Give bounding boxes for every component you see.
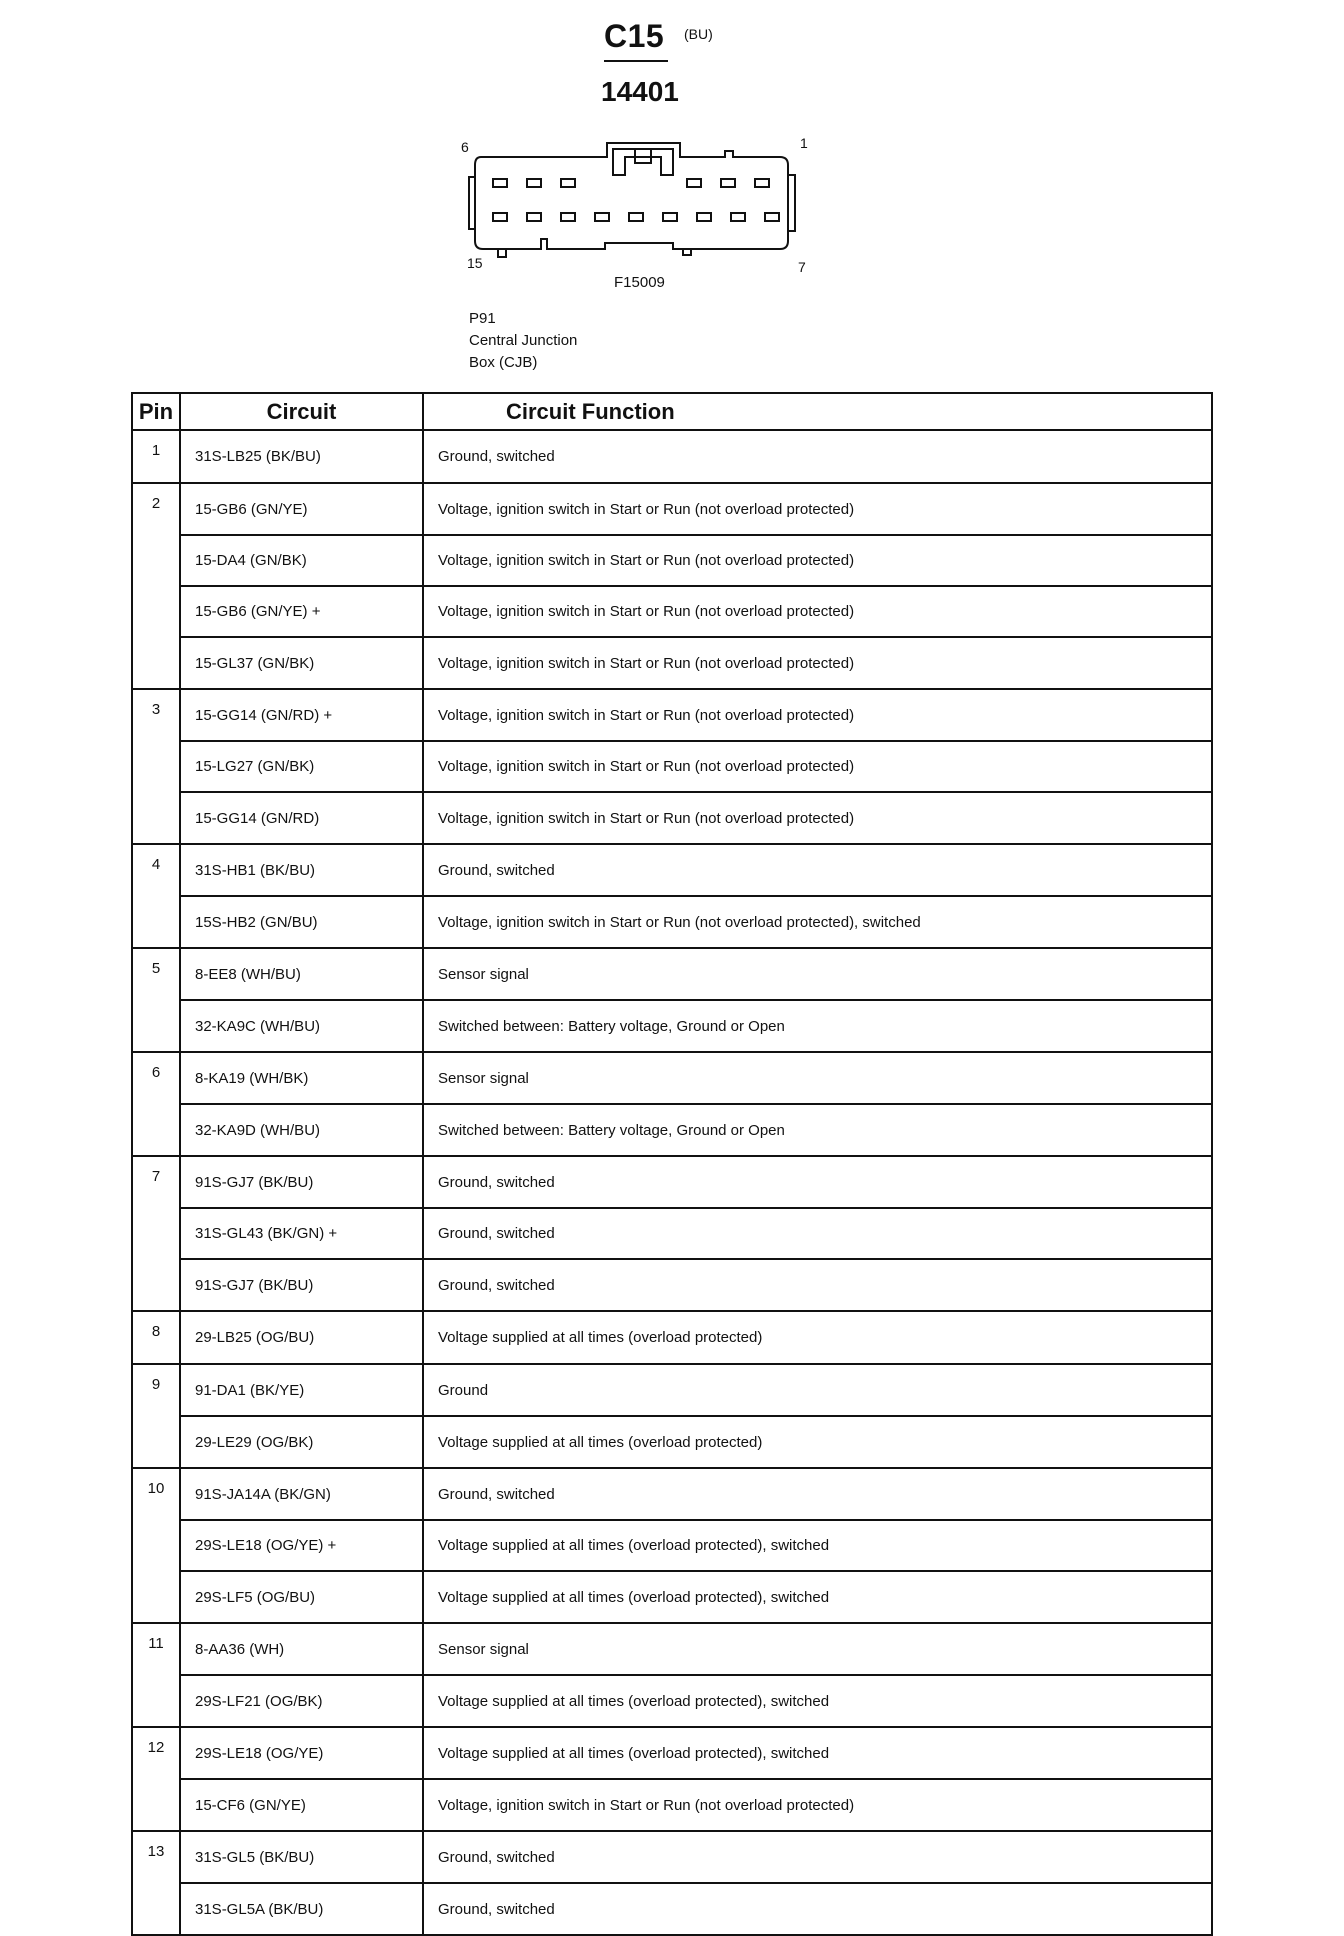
pin-number bbox=[132, 637, 180, 689]
circuit-cell: 15-GG14 (GN/RD) + bbox=[180, 689, 423, 741]
location-block bbox=[469, 308, 577, 374]
circuit-cell: 15-GG14 (GN/RD) bbox=[180, 792, 423, 844]
table-row bbox=[132, 1779, 1212, 1831]
pin-number: 3 bbox=[132, 689, 180, 741]
circuit-function-cell: Voltage supplied at all times (overload protected), switched bbox=[423, 1727, 1212, 1779]
circuit-function-cell: Ground bbox=[423, 1364, 1212, 1416]
table-row bbox=[132, 1311, 1212, 1364]
circuit-cell: 91-DA1 (BK/YE) bbox=[180, 1364, 423, 1416]
circuit-cell: 31S-GL5A (BK/BU) bbox=[180, 1883, 423, 1935]
pin-number: 1 bbox=[132, 430, 180, 483]
circuit-cell: 29S-LF5 (OG/BU) bbox=[180, 1571, 423, 1623]
pin-number bbox=[132, 1883, 180, 1935]
connector-title bbox=[604, 18, 713, 55]
pin-number bbox=[132, 1208, 180, 1259]
circuit-function-cell: Voltage, ignition switch in Start or Run (not overload protected) bbox=[423, 535, 1212, 586]
circuit-cell: 29S-LE18 (OG/YE) + bbox=[180, 1520, 423, 1571]
pin-label-bottom-left: 15 bbox=[467, 255, 483, 271]
table-row bbox=[132, 1675, 1212, 1727]
table-row bbox=[132, 1623, 1212, 1675]
circuit-cell: 29S-LF21 (OG/BK) bbox=[180, 1675, 423, 1727]
table-row bbox=[132, 483, 1212, 535]
pin-number bbox=[132, 1571, 180, 1623]
table-row bbox=[132, 1364, 1212, 1416]
circuit-cell: 32-KA9C (WH/BU) bbox=[180, 1000, 423, 1052]
circuit-function-cell: Voltage, ignition switch in Start or Run (not overload protected), switched bbox=[423, 896, 1212, 948]
table-row bbox=[132, 896, 1212, 948]
table-row bbox=[132, 535, 1212, 586]
circuit-cell: 31S-LB25 (BK/BU) bbox=[180, 430, 423, 483]
circuit-cell: 32-KA9D (WH/BU) bbox=[180, 1104, 423, 1156]
circuit-function-cell: Voltage supplied at all times (overload protected), switched bbox=[423, 1571, 1212, 1623]
pin-number bbox=[132, 586, 180, 637]
connector-diagram bbox=[455, 135, 835, 285]
circuit-function-cell: Ground, switched bbox=[423, 1208, 1212, 1259]
table-row bbox=[132, 1104, 1212, 1156]
pin-number bbox=[132, 1259, 180, 1311]
circuit-cell: 31S-HB1 (BK/BU) bbox=[180, 844, 423, 896]
pin-number: 8 bbox=[132, 1311, 180, 1364]
table-row bbox=[132, 741, 1212, 792]
circuit-function-cell: Sensor signal bbox=[423, 1623, 1212, 1675]
circuit-cell: 15-GL37 (GN/BK) bbox=[180, 637, 423, 689]
circuit-cell: 91S-GJ7 (BK/BU) bbox=[180, 1156, 423, 1208]
circuit-function-cell: Ground, switched bbox=[423, 1259, 1212, 1311]
circuit-cell: 8-AA36 (WH) bbox=[180, 1623, 423, 1675]
circuit-function-cell: Sensor signal bbox=[423, 1052, 1212, 1104]
pin-number: 12 bbox=[132, 1727, 180, 1779]
circuit-cell: 29-LB25 (OG/BU) bbox=[180, 1311, 423, 1364]
circuit-function-cell: Ground, switched bbox=[423, 844, 1212, 896]
table-row bbox=[132, 637, 1212, 689]
table-row bbox=[132, 1259, 1212, 1311]
circuit-cell: 15-DA4 (GN/BK) bbox=[180, 535, 423, 586]
table-row bbox=[132, 1831, 1212, 1883]
pin-number: 5 bbox=[132, 948, 180, 1000]
table-row bbox=[132, 1571, 1212, 1623]
pin-number bbox=[132, 535, 180, 586]
circuit-function-cell: Sensor signal bbox=[423, 948, 1212, 1000]
pin-number: 10 bbox=[132, 1468, 180, 1520]
pin-number bbox=[132, 1104, 180, 1156]
circuit-cell: 31S-GL5 (BK/BU) bbox=[180, 1831, 423, 1883]
pin-number: 6 bbox=[132, 1052, 180, 1104]
circuit-function-cell: Ground, switched bbox=[423, 1156, 1212, 1208]
pin-number: 7 bbox=[132, 1156, 180, 1208]
circuit-cell: 8-EE8 (WH/BU) bbox=[180, 948, 423, 1000]
circuit-cell: 91S-GJ7 (BK/BU) bbox=[180, 1259, 423, 1311]
pin-number: 9 bbox=[132, 1364, 180, 1416]
pin-number: 4 bbox=[132, 844, 180, 896]
table-row bbox=[132, 1156, 1212, 1208]
circuit-function-cell: Ground, switched bbox=[423, 1883, 1212, 1935]
table-row bbox=[132, 1520, 1212, 1571]
circuit-function-cell: Voltage supplied at all times (overload protected), switched bbox=[423, 1675, 1212, 1727]
location-line-2: Box (CJB) bbox=[469, 354, 538, 371]
circuit-cell: 15S-HB2 (GN/BU) bbox=[180, 896, 423, 948]
circuit-function-cell: Voltage, ignition switch in Start or Run (not overload protected) bbox=[423, 586, 1212, 637]
table-row bbox=[132, 1468, 1212, 1520]
location-code: P91 bbox=[469, 310, 496, 327]
pin-number: 13 bbox=[132, 1831, 180, 1883]
table-row bbox=[132, 1000, 1212, 1052]
circuit-function-cell: Voltage, ignition switch in Start or Run (not overload protected) bbox=[423, 792, 1212, 844]
pin-number bbox=[132, 1779, 180, 1831]
connector-face-drawing bbox=[455, 135, 835, 285]
pin-number bbox=[132, 1520, 180, 1571]
table-row bbox=[132, 1052, 1212, 1104]
circuit-cell: 15-GB6 (GN/YE) + bbox=[180, 586, 423, 637]
circuit-function-cell: Voltage, ignition switch in Start or Run (not overload protected) bbox=[423, 483, 1212, 535]
circuit-cell: 8-KA19 (WH/BK) bbox=[180, 1052, 423, 1104]
circuit-cell: 15-CF6 (GN/YE) bbox=[180, 1779, 423, 1831]
header-pin: Pin bbox=[132, 393, 180, 430]
circuit-function-cell: Voltage, ignition switch in Start or Run (not overload protected) bbox=[423, 741, 1212, 792]
circuit-function-cell: Voltage supplied at all times (overload protected) bbox=[423, 1416, 1212, 1468]
circuit-function-cell: Switched between: Battery voltage, Ground or Open bbox=[423, 1000, 1212, 1052]
circuit-cell: 29S-LE18 (OG/YE) bbox=[180, 1727, 423, 1779]
title-underline bbox=[604, 60, 668, 62]
location-line-1: Central Junction bbox=[469, 332, 578, 349]
circuit-cell: 15-GB6 (GN/YE) bbox=[180, 483, 423, 535]
table-row bbox=[132, 844, 1212, 896]
table-row bbox=[132, 689, 1212, 741]
pin-table-body bbox=[132, 430, 1212, 1935]
part-number: 14401 bbox=[601, 76, 679, 107]
pin-label-bottom-right: 7 bbox=[798, 259, 806, 275]
circuit-function-cell: Voltage supplied at all times (overload protected) bbox=[423, 1311, 1212, 1364]
table-row bbox=[132, 1883, 1212, 1935]
header-circuit-function: Circuit Function bbox=[423, 393, 1212, 430]
circuit-cell: 15-LG27 (GN/BK) bbox=[180, 741, 423, 792]
table-header-row bbox=[132, 393, 1212, 430]
pin-number bbox=[132, 1000, 180, 1052]
pin-number bbox=[132, 792, 180, 844]
pin-label-top-right: 1 bbox=[800, 135, 808, 151]
circuit-function-cell: Voltage, ignition switch in Start or Run (not overload protected) bbox=[423, 1779, 1212, 1831]
header-circuit: Circuit bbox=[180, 393, 423, 430]
table-row bbox=[132, 430, 1212, 483]
circuit-function-cell: Ground, switched bbox=[423, 1468, 1212, 1520]
table-row bbox=[132, 1208, 1212, 1259]
circuit-function-cell: Voltage supplied at all times (overload protected), switched bbox=[423, 1520, 1212, 1571]
pin-number: 11 bbox=[132, 1623, 180, 1675]
pin-number bbox=[132, 741, 180, 792]
circuit-function-cell: Switched between: Battery voltage, Ground or Open bbox=[423, 1104, 1212, 1156]
table-row bbox=[132, 792, 1212, 844]
pin-number bbox=[132, 1675, 180, 1727]
circuit-cell: 31S-GL43 (BK/GN) + bbox=[180, 1208, 423, 1259]
pin-number bbox=[132, 896, 180, 948]
circuit-function-cell: Ground, switched bbox=[423, 430, 1212, 483]
connector-color: (BU) bbox=[684, 26, 713, 42]
pin-number: 2 bbox=[132, 483, 180, 535]
circuit-function-cell: Ground, switched bbox=[423, 1831, 1212, 1883]
circuit-cell: 91S-JA14A (BK/GN) bbox=[180, 1468, 423, 1520]
circuit-function-cell: Voltage, ignition switch in Start or Run (not overload protected) bbox=[423, 689, 1212, 741]
pin-label-top-left: 6 bbox=[461, 139, 469, 155]
connector-id: C15 bbox=[604, 18, 665, 54]
table-row bbox=[132, 1727, 1212, 1779]
pin-table bbox=[131, 392, 1213, 1936]
circuit-function-cell: Voltage, ignition switch in Start or Run (not overload protected) bbox=[423, 637, 1212, 689]
pin-number bbox=[132, 1416, 180, 1468]
figure-id: F15009 bbox=[614, 274, 665, 291]
table-row bbox=[132, 948, 1212, 1000]
table-row bbox=[132, 586, 1212, 637]
table-row bbox=[132, 1416, 1212, 1468]
circuit-cell: 29-LE29 (OG/BK) bbox=[180, 1416, 423, 1468]
